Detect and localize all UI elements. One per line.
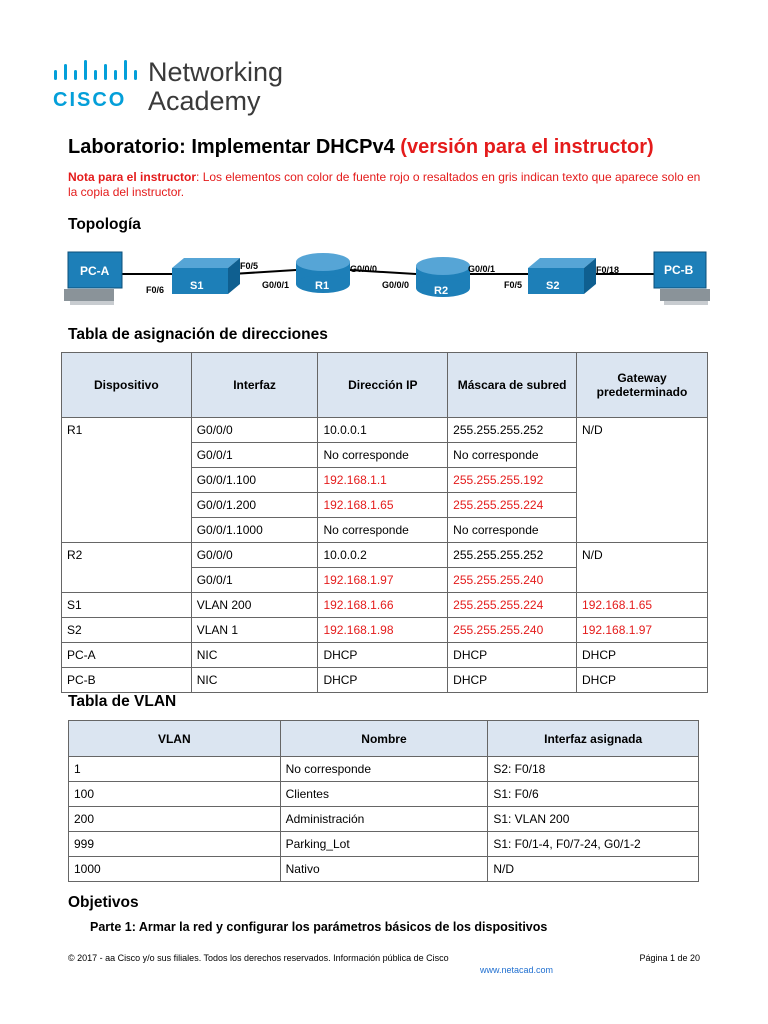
cell-gateway: 192.168.1.97 <box>577 618 708 643</box>
cell-interface: S1: VLAN 200 <box>488 807 699 832</box>
cell-gateway <box>577 468 708 493</box>
col-header-gateway: Gateway predeterminado <box>577 353 708 418</box>
col-header-mask: Máscara de subred <box>448 353 577 418</box>
port-s1-f05: F0/5 <box>240 261 259 271</box>
cell-device <box>62 468 192 493</box>
cell-interface: S1: F0/1-4, F0/7-24, G0/1-2 <box>488 832 699 857</box>
cell-gateway <box>577 568 708 593</box>
port-s2-f018: F0/18 <box>596 265 620 275</box>
cell-interface: G0/0/1 <box>191 568 318 593</box>
note-text: : Los elementos con color de fuente rojo o resaltados en gris indican texto que aparece solo en la copia del instructor. <box>68 170 701 199</box>
cell-gateway: N/D <box>577 543 708 568</box>
cell-name: Parking_Lot <box>280 832 488 857</box>
port-s2-f05: F0/5 <box>504 280 523 290</box>
pc-b-icon <box>654 252 710 305</box>
vlan-table-heading: Tabla de VLAN <box>68 693 177 710</box>
cell-mask: DHCP <box>448 643 577 668</box>
table-row <box>62 518 708 543</box>
footer-url-link[interactable]: www.netacad.com <box>480 965 554 975</box>
cell-ip: No corresponde <box>318 443 448 468</box>
cell-ip: 192.168.1.1 <box>318 468 448 493</box>
col-header-interface: Interfaz <box>191 353 318 418</box>
objective-part-1: Parte 1: Armar la red y configurar los parámetros básicos de los dispositivos <box>90 920 548 934</box>
port-pca-f06: F0/6 <box>146 285 165 295</box>
cell-device: S1 <box>62 593 192 618</box>
port-r1-g000: G0/0/0 <box>350 264 378 274</box>
cell-interface: G0/0/1.1000 <box>191 518 318 543</box>
pc-a-icon <box>64 252 122 305</box>
addressing-table <box>61 352 708 693</box>
col-header-device: Dispositivo <box>62 353 192 418</box>
cell-name: No corresponde <box>280 757 488 782</box>
cell-mask: 255.255.255.240 <box>448 618 577 643</box>
pc-a-label: PC-A <box>80 264 110 278</box>
cell-ip: 10.0.0.1 <box>318 418 448 443</box>
cell-gateway: 192.168.1.65 <box>577 593 708 618</box>
title-main: Laboratorio: Implementar DHCPv4 <box>68 136 395 158</box>
cell-ip: No corresponde <box>318 518 448 543</box>
cell-gateway: DHCP <box>577 668 708 693</box>
cell-device: PC-A <box>62 643 192 668</box>
cell-mask: No corresponde <box>448 443 577 468</box>
table-row <box>62 543 708 568</box>
table-row <box>69 832 699 857</box>
cell-gateway <box>577 493 708 518</box>
cell-vlan: 1000 <box>69 857 281 882</box>
cell-ip: 192.168.1.66 <box>318 593 448 618</box>
cell-device <box>62 493 192 518</box>
cell-interface: G0/0/1.100 <box>191 468 318 493</box>
cisco-bridge-icon <box>52 60 144 84</box>
objectives-heading: Objetivos <box>68 894 139 911</box>
cell-interface: N/D <box>488 857 699 882</box>
table-row <box>69 782 699 807</box>
cell-ip: 10.0.0.2 <box>318 543 448 568</box>
footer-page-number: Página 1 de 20 <box>639 953 700 963</box>
cell-gateway: DHCP <box>577 643 708 668</box>
cell-vlan: 100 <box>69 782 281 807</box>
cell-interface: NIC <box>191 643 318 668</box>
s2-label: S2 <box>546 280 560 292</box>
cell-device: PC-B <box>62 668 192 693</box>
address-table-heading: Tabla de asignación de direcciones <box>68 326 328 343</box>
table-row <box>62 568 708 593</box>
cell-mask: 255.255.255.224 <box>448 493 577 518</box>
topology-diagram <box>60 244 720 310</box>
cell-mask: 255.255.255.240 <box>448 568 577 593</box>
table-row <box>69 857 699 882</box>
cell-interface: G0/0/0 <box>191 543 318 568</box>
cell-name: Administración <box>280 807 488 832</box>
cell-vlan: 1 <box>69 757 281 782</box>
table-row <box>69 807 699 832</box>
cell-mask: 255.255.255.192 <box>448 468 577 493</box>
cell-mask: No corresponde <box>448 518 577 543</box>
col-header-vlan: VLAN <box>69 721 281 757</box>
pc-b-label: PC-B <box>664 263 694 277</box>
networking-academy-logo <box>52 58 312 118</box>
cell-interface: S2: F0/18 <box>488 757 699 782</box>
cell-mask: 255.255.255.224 <box>448 593 577 618</box>
cell-device: R1 <box>62 418 192 443</box>
cell-gateway: N/D <box>577 418 708 443</box>
instructor-note <box>68 170 708 200</box>
cell-gateway <box>577 443 708 468</box>
cell-device <box>62 518 192 543</box>
col-header-ip: Dirección IP <box>318 353 448 418</box>
cell-name: Clientes <box>280 782 488 807</box>
cell-ip: DHCP <box>318 668 448 693</box>
cell-interface: G0/0/1 <box>191 443 318 468</box>
logo-networking: Networking <box>148 57 284 87</box>
cell-interface: NIC <box>191 668 318 693</box>
table-row <box>62 493 708 518</box>
cell-interface: VLAN 1 <box>191 618 318 643</box>
switch-s1-icon <box>172 258 240 294</box>
cell-ip: 192.168.1.97 <box>318 568 448 593</box>
cell-ip: 192.168.1.65 <box>318 493 448 518</box>
s1-label: S1 <box>190 280 204 292</box>
title-instructor-suffix: (versión para el instructor) <box>400 136 654 158</box>
cell-vlan: 200 <box>69 807 281 832</box>
table-row <box>62 468 708 493</box>
cell-device: R2 <box>62 543 192 568</box>
table-row <box>62 443 708 468</box>
note-label: Nota para el instructor <box>68 170 197 184</box>
col-header-assigned-interface: Interfaz asignada <box>488 721 699 757</box>
cell-mask: DHCP <box>448 668 577 693</box>
port-r2-g000: G0/0/0 <box>382 280 410 290</box>
cisco-brand: CISCO <box>53 89 127 111</box>
vlan-table <box>68 720 699 882</box>
cell-device <box>62 568 192 593</box>
r1-label: R1 <box>315 280 330 292</box>
switch-s2-icon <box>528 258 596 294</box>
topology-heading: Topología <box>68 216 141 233</box>
port-r2-g001: G0/0/1 <box>468 264 496 274</box>
r2-label: R2 <box>434 285 449 297</box>
cell-interface: S1: F0/6 <box>488 782 699 807</box>
cell-name: Nativo <box>280 857 488 882</box>
cell-device <box>62 443 192 468</box>
col-header-name: Nombre <box>280 721 488 757</box>
table-row <box>62 593 708 618</box>
table-row <box>69 757 699 782</box>
table-row <box>62 668 708 693</box>
cell-gateway <box>577 518 708 543</box>
cell-device: S2 <box>62 618 192 643</box>
logo-academy: Academy <box>148 86 261 116</box>
cell-vlan: 999 <box>69 832 281 857</box>
cell-ip: DHCP <box>318 643 448 668</box>
footer-copyright: © 2017 - aa Cisco y/o sus filiales. Todos los derechos reservados. Información pública de Cisco <box>68 953 449 963</box>
cell-ip: 192.168.1.98 <box>318 618 448 643</box>
cell-mask: 255.255.255.252 <box>448 543 577 568</box>
cell-mask: 255.255.255.252 <box>448 418 577 443</box>
table-row <box>62 418 708 443</box>
page-title <box>68 136 654 159</box>
cell-interface: G0/0/0 <box>191 418 318 443</box>
table-row <box>62 618 708 643</box>
table-row <box>62 643 708 668</box>
cell-interface: G0/0/1.200 <box>191 493 318 518</box>
port-r1-g001: G0/0/1 <box>262 280 290 290</box>
cell-interface: VLAN 200 <box>191 593 318 618</box>
